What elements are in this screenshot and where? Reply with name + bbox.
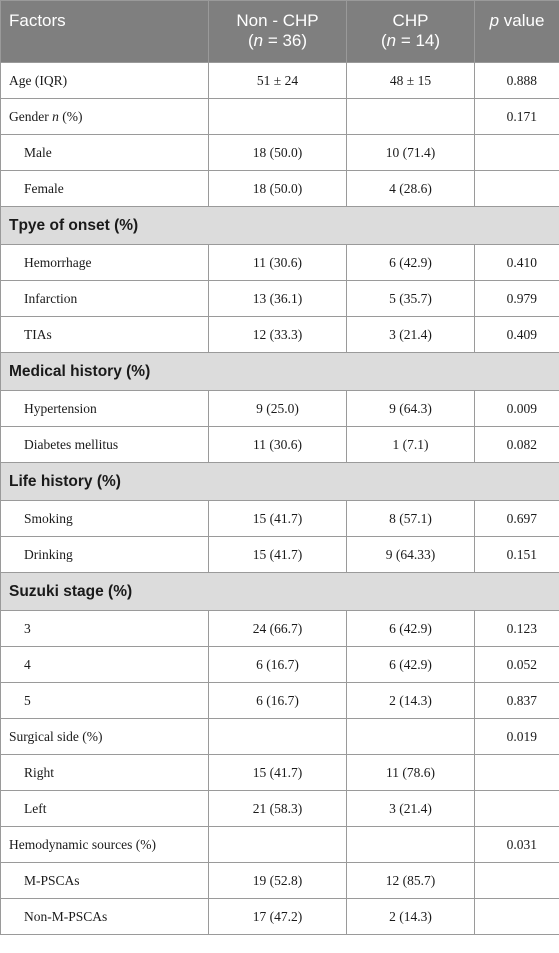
table-row [1,647,559,683]
header-non-chp [209,1,347,63]
cell-chp: 10 (71.4) [347,135,475,171]
cell-non-chp: 9 (25.0) [209,391,347,427]
cell-non-chp: 6 (16.7) [209,683,347,719]
cell-non-chp: 11 (30.6) [209,245,347,281]
cell-chp: 8 (57.1) [347,501,475,537]
row-label: Gender n (%) [1,99,209,135]
cell-chp: 9 (64.33) [347,537,475,573]
header-p-value: p value [475,1,559,63]
row-label: 3 [1,611,209,647]
row-label: Diabetes mellitus [1,427,209,463]
section-header-row [1,573,559,611]
cell-non-chp: 6 (16.7) [209,647,347,683]
row-label: Non-M-PSCAs [1,899,209,935]
section-title: Tpye of onset (%) [1,207,559,245]
cell-p-value: 0.888 [475,63,559,99]
header-chp-label: CHP [392,11,429,30]
table-row [1,63,559,99]
cell-chp: 2 (14.3) [347,683,475,719]
cell-p-value [475,791,559,827]
cell-non-chp: 19 (52.8) [209,863,347,899]
cell-chp: 6 (42.9) [347,245,475,281]
row-label: Hypertension [1,391,209,427]
table-row [1,791,559,827]
row-label: Infarction [1,281,209,317]
table-row [1,171,559,207]
header-factors: Factors [1,1,209,63]
cell-p-value: 0.009 [475,391,559,427]
section-header-row [1,207,559,245]
row-label: TIAs [1,317,209,353]
table-row [1,281,559,317]
section-title: Life history (%) [1,463,559,501]
row-label: Right [1,755,209,791]
cell-chp: 48 ± 15 [347,63,475,99]
cell-non-chp: 21 (58.3) [209,791,347,827]
table-row [1,683,559,719]
cell-p-value: 0.123 [475,611,559,647]
row-label: M-PSCAs [1,863,209,899]
cell-chp: 11 (78.6) [347,755,475,791]
cell-p-value [475,135,559,171]
row-label: Left [1,791,209,827]
cell-chp: 2 (14.3) [347,899,475,935]
section-header-row [1,353,559,391]
row-label: Surgical side (%) [1,719,209,755]
row-label: 5 [1,683,209,719]
table-row [1,427,559,463]
header-chp-n: (n = 14) [380,31,441,50]
cell-chp: 3 (21.4) [347,791,475,827]
row-label: Smoking [1,501,209,537]
table-row [1,863,559,899]
cell-non-chp [209,99,347,135]
section-title: Medical history (%) [1,353,559,391]
cell-non-chp: 51 ± 24 [209,63,347,99]
cell-p-value [475,863,559,899]
cell-p-value: 0.410 [475,245,559,281]
cell-p-value [475,899,559,935]
cell-chp: 4 (28.6) [347,171,475,207]
cell-non-chp: 15 (41.7) [209,755,347,791]
cell-p-value: 0.052 [475,647,559,683]
cell-non-chp: 17 (47.2) [209,899,347,935]
table-row [1,135,559,171]
cell-non-chp: 18 (50.0) [209,171,347,207]
cell-chp [347,99,475,135]
row-label: Drinking [1,537,209,573]
cell-p-value: 0.031 [475,827,559,863]
cell-non-chp [209,719,347,755]
cell-non-chp: 15 (41.7) [209,501,347,537]
cell-chp: 1 (7.1) [347,427,475,463]
section-title: Suzuki stage (%) [1,573,559,611]
table-row [1,501,559,537]
cell-non-chp: 12 (33.3) [209,317,347,353]
row-label: Age (IQR) [1,63,209,99]
cell-p-value: 0.837 [475,683,559,719]
cell-non-chp: 13 (36.1) [209,281,347,317]
cell-p-value: 0.979 [475,281,559,317]
section-header-row [1,463,559,501]
table-row [1,99,559,135]
cell-chp [347,719,475,755]
cell-p-value [475,755,559,791]
table-row [1,755,559,791]
header-chp [347,1,475,63]
row-label: Female [1,171,209,207]
cell-chp: 6 (42.9) [347,647,475,683]
row-label: Hemodynamic sources (%) [1,827,209,863]
cell-p-value: 0.171 [475,99,559,135]
cell-p-value: 0.697 [475,501,559,537]
cell-non-chp: 18 (50.0) [209,135,347,171]
header-non-chp-n: (n = 36) [247,31,308,50]
cell-non-chp: 24 (66.7) [209,611,347,647]
table-row [1,317,559,353]
table-row [1,537,559,573]
cell-p-value: 0.151 [475,537,559,573]
cell-non-chp: 11 (30.6) [209,427,347,463]
cell-p-value [475,171,559,207]
cell-p-value: 0.409 [475,317,559,353]
header-non-chp-label: Non - CHP [236,11,319,30]
cell-chp: 6 (42.9) [347,611,475,647]
cell-p-value: 0.082 [475,427,559,463]
table-header-row [1,1,559,63]
cell-chp: 5 (35.7) [347,281,475,317]
table-row [1,899,559,935]
table-body [1,63,559,935]
table-row [1,719,559,755]
cell-chp: 12 (85.7) [347,863,475,899]
table-row [1,611,559,647]
cell-p-value: 0.019 [475,719,559,755]
cell-non-chp: 15 (41.7) [209,537,347,573]
cell-non-chp [209,827,347,863]
cell-chp [347,827,475,863]
table-row [1,391,559,427]
row-label: 4 [1,647,209,683]
table-row [1,245,559,281]
row-label: Hemorrhage [1,245,209,281]
cell-chp: 3 (21.4) [347,317,475,353]
cell-chp: 9 (64.3) [347,391,475,427]
table-row [1,827,559,863]
row-label: Male [1,135,209,171]
